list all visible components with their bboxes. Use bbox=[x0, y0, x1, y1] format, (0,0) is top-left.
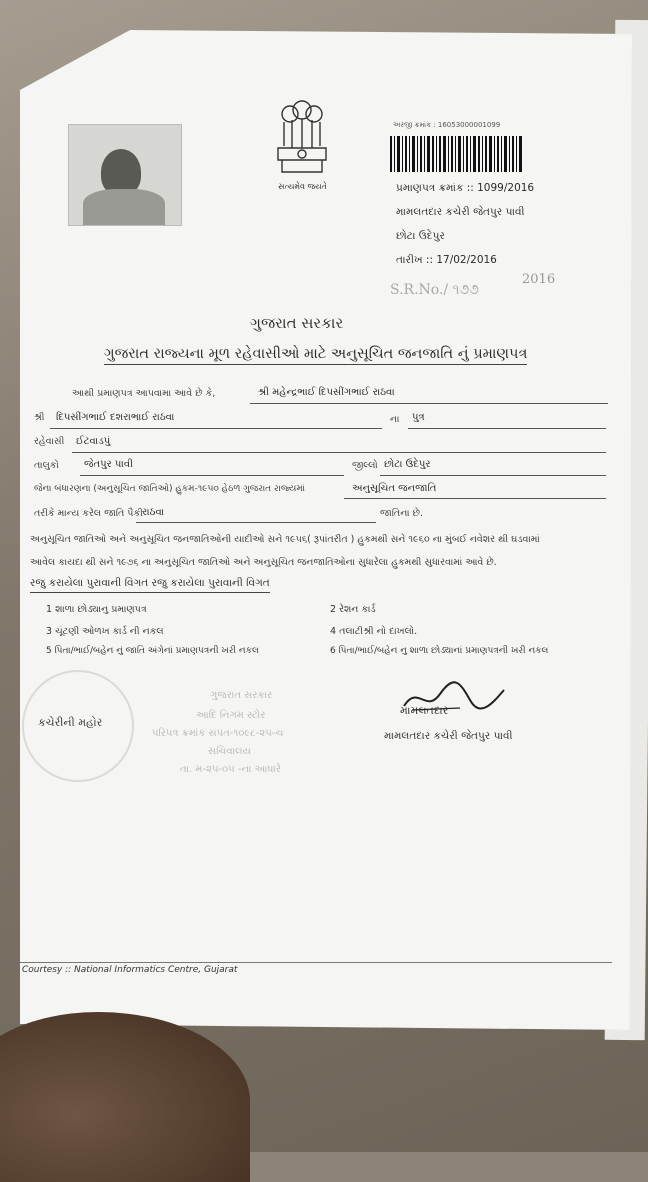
paragraph-line-1: અનુસૂચિત જાતિઓ અને અનુસૂચિત જનજાતિઓની યાદીઓ સને ૧૯૫૬( રૂપાંતરીત ) હુકમથી સને ૧૯૬૦ ના મુંબઈ નવેશર થી ઘડવામાં bbox=[30, 534, 540, 545]
evidence-item-3: 3 ચૂંટણી ઓળખ કાર્ડ ની નકલ bbox=[46, 626, 164, 637]
caste: રાઠવા bbox=[142, 507, 165, 518]
evidence-item-5: 5 પિતા/ભાઈ/બહેન નું જાતિ અંગેનાં પ્રમાણપત્રની ખરી નકલ bbox=[46, 646, 259, 656]
faint-stamp-line-5: તા. મ-૨૫-૦૫ -ના આધારે bbox=[180, 764, 281, 775]
intro-label: આથી પ્રમાણપત્ર આપવામા આવે છે કે, bbox=[72, 388, 216, 399]
signatory-designation: મામલતદાર bbox=[400, 704, 449, 717]
evidence-item-6: 6 પિતા/ભાઈ/બહેન નુ શાળા છોડ્યાનાં પ્રમાણપત્રની ખરી નકલ bbox=[330, 646, 549, 656]
father-name: દિપસીંગભાઈ દશરાભાઈ રાઠવા bbox=[56, 412, 175, 423]
office-seal-label: કચેરીની મહોર bbox=[38, 716, 103, 729]
issuing-office: મામલતદાર કચેરી જેતપુર પાવી bbox=[396, 206, 525, 218]
taluka-label: તાલુકો bbox=[34, 460, 59, 471]
certificate-number: પ્રમાણપત્ર ક્રમાંક :: 1099/2016 bbox=[396, 182, 535, 194]
issue-date: તારીખ :: 17/02/2016 bbox=[396, 254, 497, 266]
recognized-label: તરીકે માન્ય કરેલ જાતિ પૈકી bbox=[34, 508, 143, 519]
applicant-photo bbox=[68, 124, 182, 226]
barcode bbox=[390, 136, 522, 172]
evidence-item-2: 2 રેશન કાર્ડ bbox=[330, 604, 376, 615]
national-emblem-icon bbox=[270, 100, 334, 180]
evidence-item-1: 1 શાળા છોડ્યાનુ પ્રમાણપત્ર bbox=[46, 604, 147, 615]
courtesy-footer: Courtesy :: National Informatics Centre, Gujarat bbox=[22, 965, 238, 975]
faint-stamp-line-4: સચિવાલય bbox=[208, 746, 251, 757]
government-title: ગુજરાત સરકાર bbox=[250, 314, 344, 332]
resident-label: રહેવાસી bbox=[34, 436, 65, 447]
residence: ઈટવાડપું bbox=[76, 436, 111, 447]
order-category: અનુસૂચિત જનજાતિ bbox=[352, 483, 437, 494]
evidence-item-4: 4 તલાટીશ્રી નો દાખલો. bbox=[330, 626, 418, 637]
order-label: જેના બંધારણના (અનુસૂચિત જાતિઓ) હુકમ-૧૯૫૦ હેઠળ ગુજરાત રાજ્યમાં bbox=[34, 484, 305, 494]
signatory-office: મામલતદાર કચેરી જેતપુર પાવી bbox=[384, 730, 513, 742]
serial-register-year: 2016 bbox=[522, 272, 556, 287]
faint-stamp-line-1: ગુજરાત સરકાર bbox=[210, 690, 273, 701]
caste-suffix: જાતિના છે. bbox=[380, 508, 423, 519]
taluka: જેતપુર પાવી bbox=[84, 459, 133, 470]
faint-stamp-line-3: પરિપત્ર ક્રમાંક સંપત-૧૦૯૮-૨૫-ચ bbox=[152, 728, 284, 739]
na-label: ના bbox=[390, 414, 400, 425]
evidence-heading: રજુ કરાયેલા પુરાવાની વિગત રજુ કરાયેલા પુરાવાની વિગત bbox=[30, 577, 270, 593]
district-label: જીલ્લો bbox=[352, 460, 378, 471]
applicant-name: શ્રી મહેન્દ્રભાઈ દિપસીંગભાઈ રાઠવા bbox=[258, 387, 395, 398]
relation: પુત્ર bbox=[412, 412, 425, 423]
faint-stamp-line-2: આદિ નિગમ સ્ટોર bbox=[196, 710, 266, 721]
emblem-motto: સત્યમેવ જયતે bbox=[278, 182, 327, 191]
certificate-title: ગુજરાત રાજ્યના મૂળ રહેવાસીઓ માટે અનુસૂચિત જનજાતિ નું પ્રમાણપત્ર bbox=[104, 346, 527, 365]
issuing-district: છોટા ઉદેપુર bbox=[396, 230, 445, 242]
paragraph-line-2: આવેલ કાયદા થી સને ૧૯૭૬ ના અનુસૂચિત જાતિઓ અને અનુસૂચિત જનજાતિઓના સુધારેલા હુકમથી સુધારવામાં આવે છે. bbox=[30, 557, 497, 568]
district: છોટા ઉદેપુર bbox=[384, 459, 431, 470]
footer-divider bbox=[20, 962, 612, 963]
application-number: અરજી ક્રમાંક : 16053000001099 bbox=[393, 121, 501, 129]
shri-label: શ્રી bbox=[34, 412, 45, 423]
serial-register-number: S.R.No./ ૧૭૭ bbox=[390, 282, 479, 298]
